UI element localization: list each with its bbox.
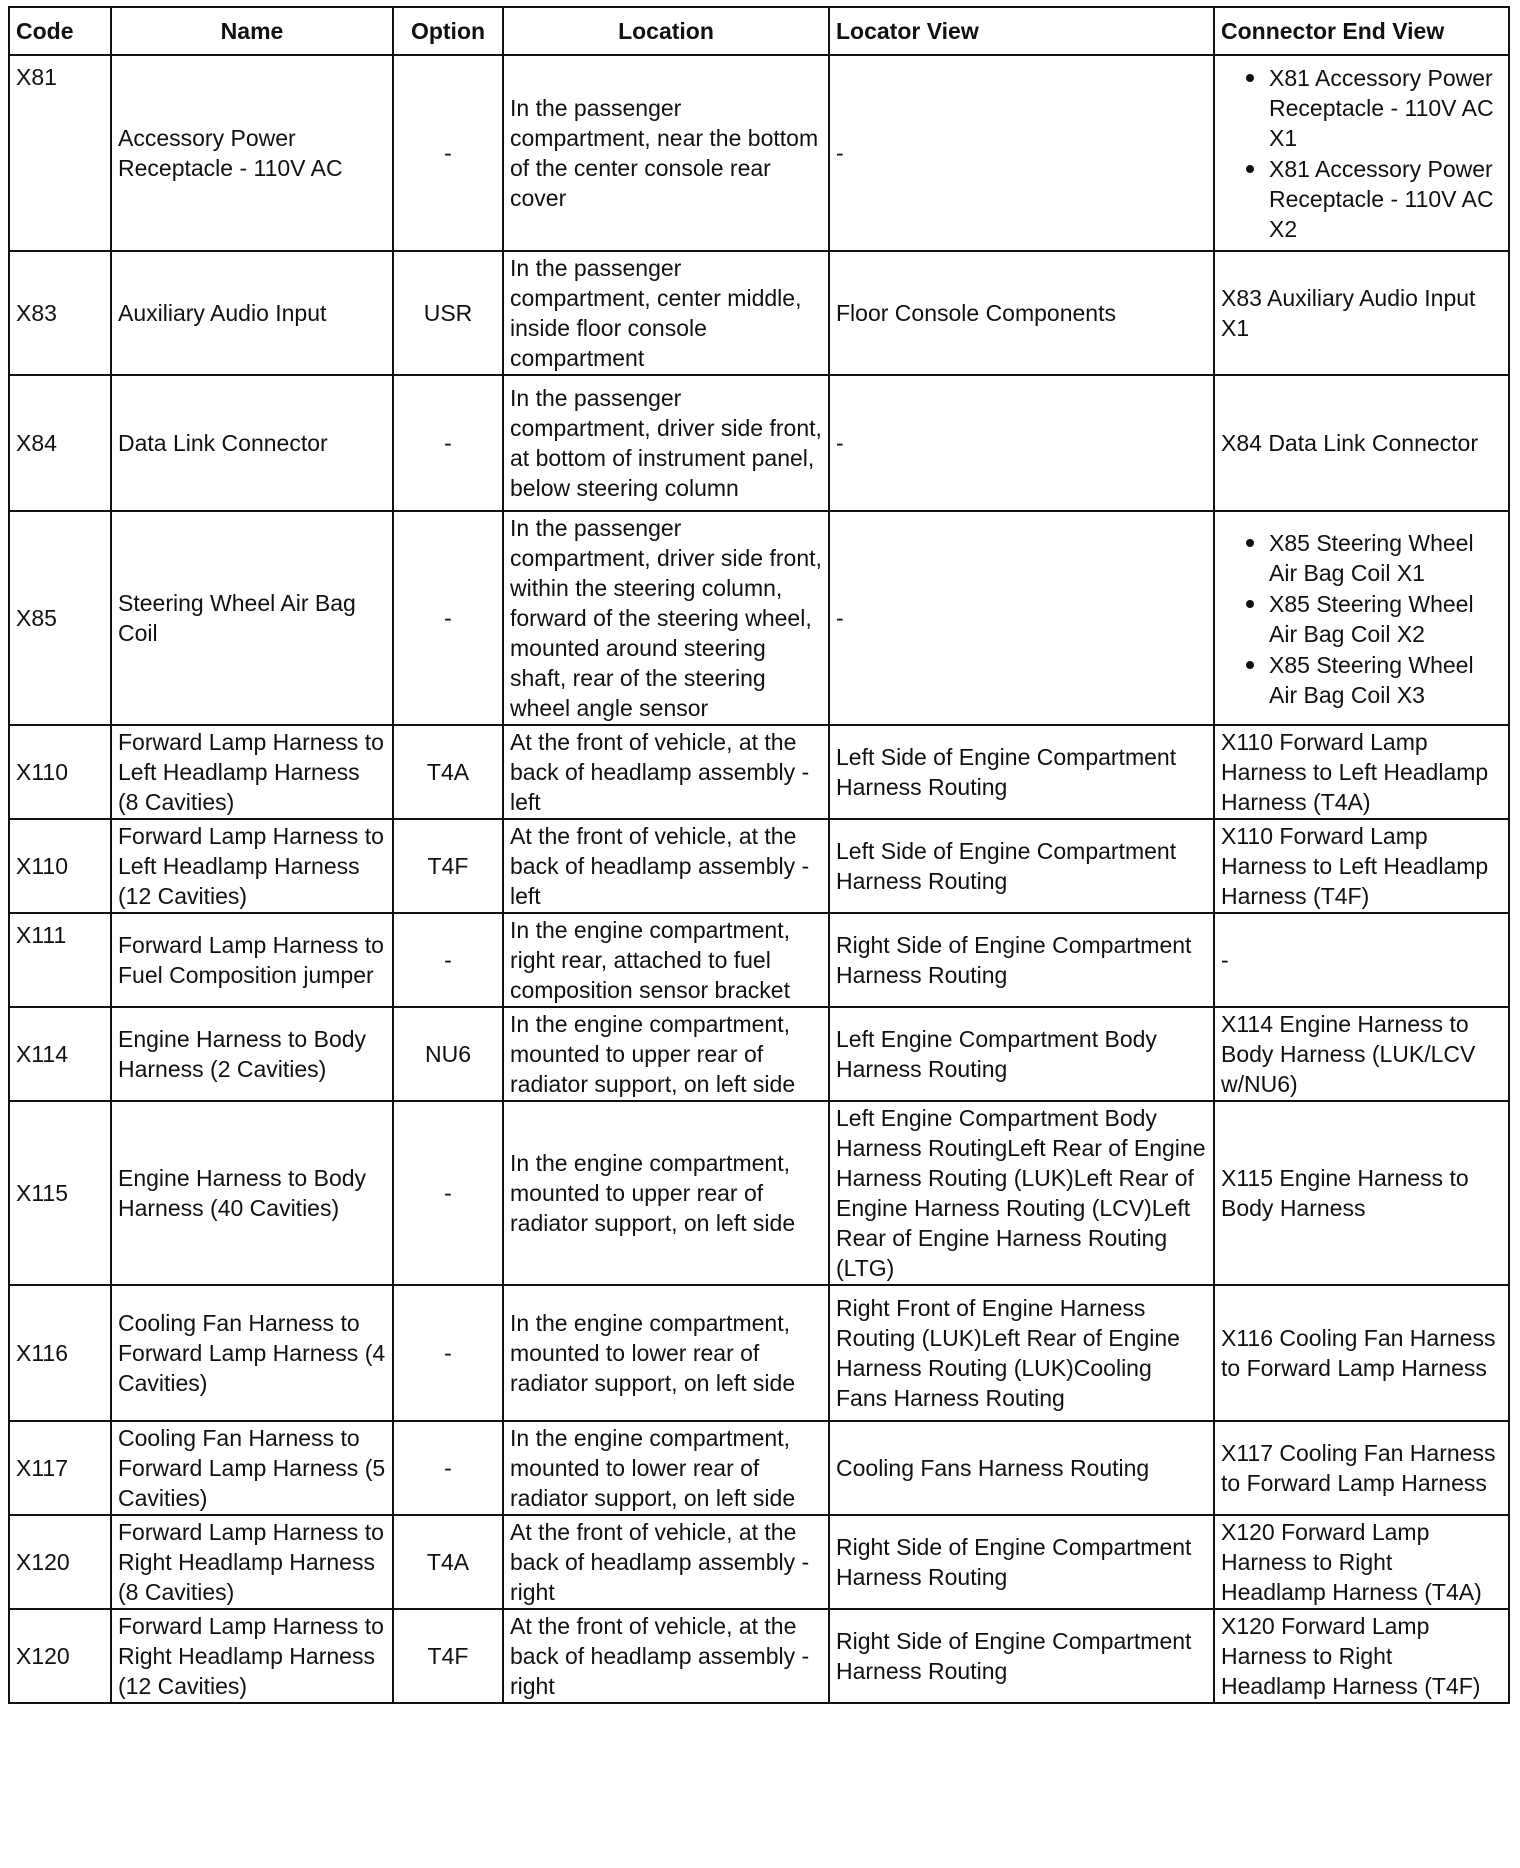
cell-name: Engine Harness to Body Harness (2 Cavities)	[111, 1007, 393, 1101]
table-row	[9, 375, 1509, 511]
table-row	[9, 1609, 1509, 1703]
cell-code: X84	[9, 375, 111, 511]
cell-option: -	[393, 1101, 503, 1285]
cell-connector-end-view: X116 Cooling Fan Harness to Forward Lamp Harness	[1214, 1285, 1509, 1421]
cell-location: In the passenger compartment, near the bottom of the center console rear cover	[503, 55, 829, 251]
cell-location: At the front of vehicle, at the back of headlamp assembly - left	[503, 819, 829, 913]
cell-location: At the front of vehicle, at the back of headlamp assembly - right	[503, 1515, 829, 1609]
cell-location: At the front of vehicle, at the back of headlamp assembly - left	[503, 725, 829, 819]
cell-code: X116	[9, 1285, 111, 1421]
cell-location: At the front of vehicle, at the back of headlamp assembly - right	[503, 1609, 829, 1703]
cell-locator-view: -	[829, 511, 1214, 725]
cell-option: USR	[393, 251, 503, 375]
cell-location: In the engine compartment, right rear, attached to fuel composition sensor bracket	[503, 913, 829, 1007]
cell-option: -	[393, 511, 503, 725]
cell-name: Cooling Fan Harness to Forward Lamp Harness (5 Cavities)	[111, 1421, 393, 1515]
cell-option: T4F	[393, 1609, 503, 1703]
cell-code: X120	[9, 1515, 111, 1609]
end-view-item: • X85 Steering Wheel Air Bag Coil X2	[1269, 588, 1502, 649]
cell-locator-view: Right Side of Engine Compartment Harness Routing	[829, 1515, 1214, 1609]
cell-code: X83	[9, 251, 111, 375]
cell-location: In the engine compartment, mounted to lower rear of radiator support, on left side	[503, 1421, 829, 1515]
cell-option: -	[393, 55, 503, 251]
cell-locator-view: Cooling Fans Harness Routing	[829, 1421, 1214, 1515]
table-row	[9, 913, 1509, 1007]
cell-locator-view: Right Side of Engine Compartment Harness Routing	[829, 1609, 1214, 1703]
cell-connector-end-view: X115 Engine Harness to Body Harness	[1214, 1101, 1509, 1285]
end-view-item: • X81 Accessory Power Receptacle - 110V AC X1	[1269, 62, 1502, 153]
table-row	[9, 725, 1509, 819]
cell-locator-view: Left Engine Compartment Body Harness Routing	[829, 1007, 1214, 1101]
cell-connector-end-view	[1214, 55, 1509, 251]
cell-locator-view: Left Side of Engine Compartment Harness Routing	[829, 819, 1214, 913]
header-row	[9, 7, 1509, 55]
cell-name: Forward Lamp Harness to Left Headlamp Harness (12 Cavities)	[111, 819, 393, 913]
cell-connector-end-view: X120 Forward Lamp Harness to Right Headlamp Harness (T4F)	[1214, 1609, 1509, 1703]
cell-option: -	[393, 1421, 503, 1515]
cell-connector-end-view: -	[1214, 913, 1509, 1007]
cell-option: T4A	[393, 725, 503, 819]
cell-code: X85	[9, 511, 111, 725]
end-view-list	[1221, 62, 1502, 244]
cell-locator-view: Right Front of Engine Harness Routing (LUK)Left Rear of Engine Harness Routing (LUK)Cooling Fans Harness Routing	[829, 1285, 1214, 1421]
end-view-item: • X85 Steering Wheel Air Bag Coil X3	[1269, 649, 1502, 710]
cell-location: In the passenger compartment, driver side front, at bottom of instrument panel, below steering column	[503, 375, 829, 511]
table-row	[9, 511, 1509, 725]
cell-connector-end-view: X120 Forward Lamp Harness to Right Headlamp Harness (T4A)	[1214, 1515, 1509, 1609]
cell-connector-end-view: X110 Forward Lamp Harness to Left Headlamp Harness (T4A)	[1214, 725, 1509, 819]
table-row	[9, 251, 1509, 375]
table-row	[9, 1421, 1509, 1515]
header-name: Name	[111, 7, 393, 55]
connector-table	[8, 6, 1510, 1704]
table-body	[9, 55, 1509, 1703]
end-view-item: • X81 Accessory Power Receptacle - 110V AC X2	[1269, 153, 1502, 244]
cell-name: Accessory Power Receptacle - 110V AC	[111, 55, 393, 251]
cell-name: Forward Lamp Harness to Right Headlamp Harness (12 Cavities)	[111, 1609, 393, 1703]
cell-code: X110	[9, 725, 111, 819]
cell-name: Auxiliary Audio Input	[111, 251, 393, 375]
cell-connector-end-view: X110 Forward Lamp Harness to Left Headlamp Harness (T4F)	[1214, 819, 1509, 913]
cell-code: X120	[9, 1609, 111, 1703]
end-view-item: • X85 Steering Wheel Air Bag Coil X1	[1269, 527, 1502, 588]
cell-code: X110	[9, 819, 111, 913]
cell-code: X115	[9, 1101, 111, 1285]
cell-locator-view: -	[829, 55, 1214, 251]
cell-locator-view: Left Side of Engine Compartment Harness Routing	[829, 725, 1214, 819]
cell-connector-end-view: X117 Cooling Fan Harness to Forward Lamp Harness	[1214, 1421, 1509, 1515]
table-row	[9, 55, 1509, 251]
cell-option: -	[393, 1285, 503, 1421]
table-row	[9, 1515, 1509, 1609]
cell-name: Forward Lamp Harness to Left Headlamp Harness (8 Cavities)	[111, 725, 393, 819]
cell-connector-end-view: X84 Data Link Connector	[1214, 375, 1509, 511]
header-option: Option	[393, 7, 503, 55]
cell-option: -	[393, 913, 503, 1007]
header-code: Code	[9, 7, 111, 55]
cell-name: Forward Lamp Harness to Fuel Composition jumper	[111, 913, 393, 1007]
cell-locator-view: Floor Console Components	[829, 251, 1214, 375]
cell-code: X114	[9, 1007, 111, 1101]
cell-option: -	[393, 375, 503, 511]
cell-locator-view: Left Engine Compartment Body Harness RoutingLeft Rear of Engine Harness Routing (LUK)Left Rear of Engine Harness Routing (LCV)Left Rear of Engine Harness Routing (LTG)	[829, 1101, 1214, 1285]
cell-name: Steering Wheel Air Bag Coil	[111, 511, 393, 725]
cell-location: In the passenger compartment, driver side front, within the steering column, forward of the steering wheel, mounted around steering shaft, rear of the steering wheel angle sensor	[503, 511, 829, 725]
table-row	[9, 1007, 1509, 1101]
header-locator-view: Locator View	[829, 7, 1214, 55]
cell-name: Data Link Connector	[111, 375, 393, 511]
cell-code: X81	[9, 55, 111, 251]
cell-code: X117	[9, 1421, 111, 1515]
cell-code: X111	[9, 913, 111, 1007]
cell-locator-view: -	[829, 375, 1214, 511]
header-location: Location	[503, 7, 829, 55]
cell-locator-view: Right Side of Engine Compartment Harness Routing	[829, 913, 1214, 1007]
header-connector-end-view: Connector End View	[1214, 7, 1509, 55]
cell-location: In the engine compartment, mounted to upper rear of radiator support, on left side	[503, 1007, 829, 1101]
table-row	[9, 1101, 1509, 1285]
cell-name: Engine Harness to Body Harness (40 Cavities)	[111, 1101, 393, 1285]
cell-connector-end-view	[1214, 511, 1509, 725]
cell-location: In the passenger compartment, center middle, inside floor console compartment	[503, 251, 829, 375]
end-view-list	[1221, 527, 1502, 710]
table-row	[9, 1285, 1509, 1421]
cell-location: In the engine compartment, mounted to lower rear of radiator support, on left side	[503, 1285, 829, 1421]
cell-option: NU6	[393, 1007, 503, 1101]
cell-option: T4A	[393, 1515, 503, 1609]
cell-connector-end-view: X83 Auxiliary Audio Input X1	[1214, 251, 1509, 375]
cell-option: T4F	[393, 819, 503, 913]
cell-name: Forward Lamp Harness to Right Headlamp Harness (8 Cavities)	[111, 1515, 393, 1609]
cell-location: In the engine compartment, mounted to upper rear of radiator support, on left side	[503, 1101, 829, 1285]
cell-connector-end-view: X114 Engine Harness to Body Harness (LUK/LCV w/NU6)	[1214, 1007, 1509, 1101]
table-row	[9, 819, 1509, 913]
cell-name: Cooling Fan Harness to Forward Lamp Harness (4 Cavities)	[111, 1285, 393, 1421]
